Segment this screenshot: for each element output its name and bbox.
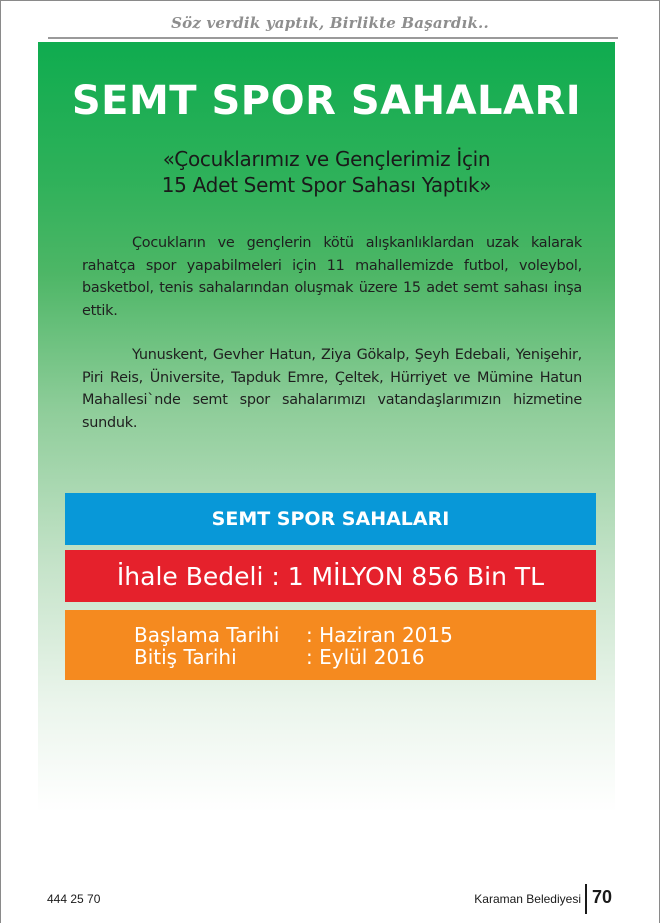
- footer-organization: Karaman Belediyesi: [474, 892, 581, 906]
- footer-divider: [585, 884, 587, 914]
- subtitle-line-2: 15 Adet Semt Spor Sahası Yaptık»: [161, 173, 492, 197]
- paragraph-1: Çocukların ve gençlerin kötü alışkanlıklardan uzak kalarak rahatça spor yapabilmeleri için 11 mahallemizde futbol, voleybol, basketbol, tenis sahalarından oluşmak üzere 15 adet semt sahası inşa ettik.: [82, 235, 582, 319]
- article-title: SEMT SPOR SAHALARI: [71, 78, 582, 124]
- project-name-banner: SEMT SPOR SAHALARI: [65, 493, 596, 545]
- page-number: 70: [592, 887, 613, 907]
- start-date-value: : Haziran 2015: [306, 623, 453, 647]
- start-date-label: Başlama Tarihi: [134, 623, 280, 647]
- end-date-label: Bitiş Tarihi: [134, 645, 237, 669]
- start-date-row: [134, 624, 453, 646]
- paragraph-2: Yunuskent, Gevher Hatun, Ziya Gökalp, Şeyh Edebali, Yenişehir, Piri Reis, Üniversite, Tapduk Emre, Çeltek, Hürriyet ve Mümine Hatun Mahallesi`nde semt spor sahalarımızı vatandaşlarımızın hizmetine sunduk.: [82, 347, 582, 431]
- tender-cost-banner: İhale Bedeli : 1 MİLYON 856 Bin TL: [65, 550, 596, 602]
- subtitle-line-1: «Çocuklarımız ve Gençlerimiz İçin: [162, 147, 491, 171]
- footer-phone: 444 25 70: [47, 892, 101, 906]
- header-divider: [48, 37, 618, 39]
- end-date-value: : Eylül 2016: [306, 645, 425, 669]
- header-motto: Söz verdik yaptık, Birlikte Başardık..: [171, 14, 489, 32]
- dates-banner: [65, 610, 596, 680]
- end-date-row: [134, 646, 425, 668]
- article-subtitle: [38, 146, 615, 198]
